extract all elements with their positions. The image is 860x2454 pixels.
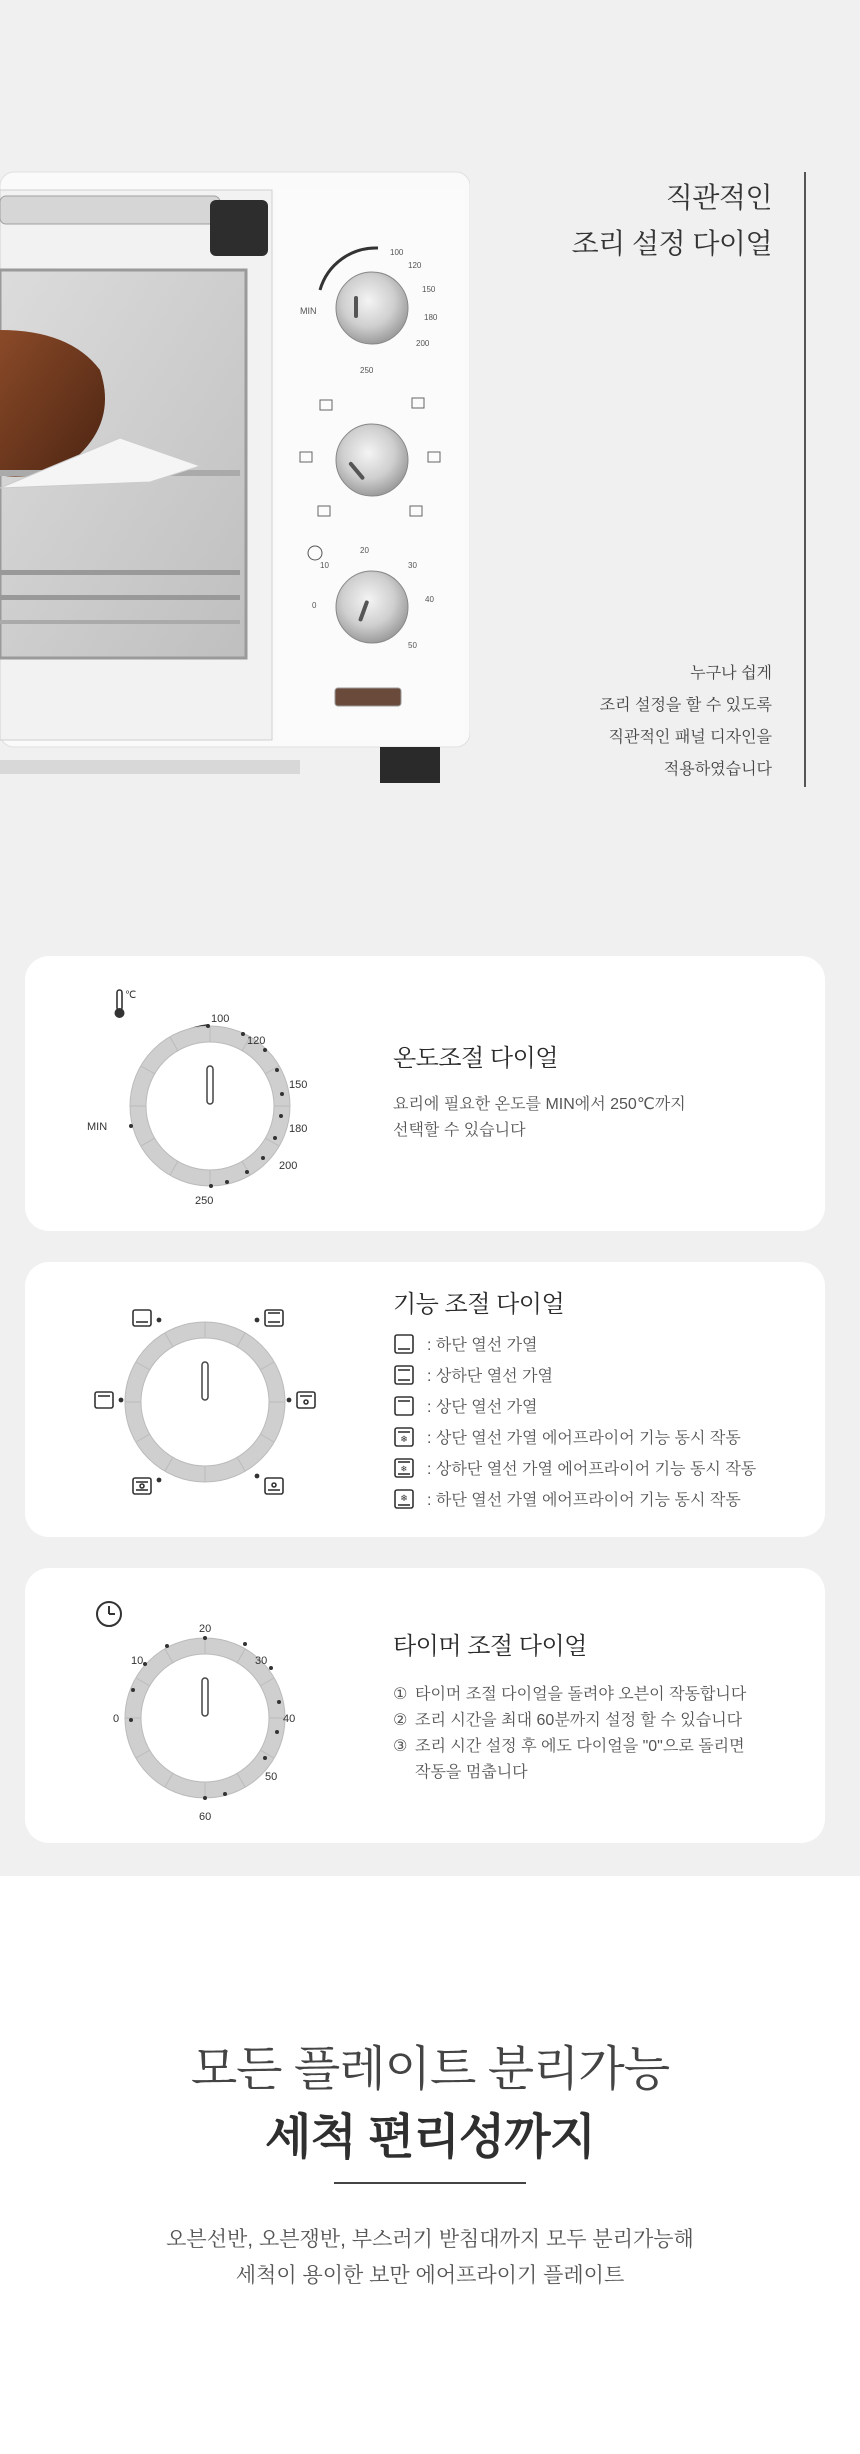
svg-text:60: 60: [199, 1811, 212, 1823]
svg-text:150: 150: [289, 1079, 308, 1091]
svg-text:10: 10: [320, 561, 329, 570]
svg-text:30: 30: [255, 1655, 268, 1667]
svg-text:250: 250: [360, 366, 374, 375]
svg-text:0: 0: [113, 1713, 120, 1725]
function-mode-label: : 하단 열선 가열 에어프라이어 기능 동시 작동: [427, 1492, 741, 1509]
top-heater-fan-icon: [393, 1426, 415, 1448]
bottom-desc-line: 세척이 용이한 보만 에어프라이기 플레이트: [235, 2264, 625, 2287]
function-dial-card: [25, 1262, 825, 1537]
svg-text:❄: ❄: [400, 1464, 408, 1473]
hero-title-line2: 조리 설정 다이얼: [571, 228, 772, 259]
hero-desc-line: 누구나 쉽게: [690, 665, 772, 682]
function-mode-label: : 상하단 열선 가열: [427, 1368, 553, 1385]
svg-text:MIN: MIN: [87, 1121, 108, 1133]
hero-desc-line: 조리 설정을 할 수 있도록: [599, 697, 772, 714]
hero-divider-line: [804, 172, 806, 787]
temperature-dial-diagram: [75, 986, 335, 1211]
svg-text:40: 40: [425, 595, 434, 604]
list-item: [393, 1682, 746, 1708]
list-item: [393, 1359, 756, 1390]
timer-dial-card: [25, 1568, 825, 1843]
bottom-title-line1: 모든 플레이트 분리가능: [190, 2043, 670, 2096]
svg-text:120: 120: [247, 1035, 266, 1047]
list-item: [393, 1421, 756, 1452]
list-item: [393, 1452, 756, 1483]
svg-text:❄: ❄: [400, 1434, 408, 1445]
function-card-title: 기능 조절 다이얼: [393, 1291, 565, 1318]
hero-description: [600, 658, 772, 786]
svg-text:30: 30: [408, 561, 417, 570]
svg-text:120: 120: [408, 261, 422, 270]
timer-instruction-text: 조리 시간 설정 후 에도 다이얼을 "0"으로 돌리면: [415, 1738, 745, 1755]
svg-text:0: 0: [312, 601, 317, 610]
list-number: ①: [393, 1686, 408, 1703]
svg-text:250: 250: [195, 1195, 214, 1207]
list-item: [393, 1734, 746, 1760]
list-item: [393, 1760, 746, 1786]
svg-text:20: 20: [360, 546, 369, 555]
clock-icon: [97, 1602, 121, 1626]
timer-instruction-text: 타이머 조절 다이얼을 돌려야 오븐이 작동합니다: [415, 1686, 747, 1703]
svg-text:180: 180: [424, 313, 438, 322]
hero-desc-line: 직관적인 패널 디자인을: [608, 729, 772, 746]
hero-desc-line: 적용하였습니다: [663, 761, 772, 778]
timer-instruction-text: 작동을 멈춥니다: [415, 1764, 528, 1781]
top-heater-icon: [393, 1395, 415, 1417]
hero-title: [572, 175, 772, 267]
function-dial-diagram: [75, 1292, 335, 1517]
function-mode-label: : 상단 열선 가열 에어프라이어 기능 동시 작동: [427, 1430, 741, 1447]
svg-text:MIN: MIN: [300, 306, 317, 316]
timer-instruction-list: [393, 1682, 746, 1786]
svg-text:150: 150: [422, 285, 436, 294]
svg-text:❄: ❄: [400, 1493, 408, 1504]
svg-text:40: 40: [283, 1713, 296, 1725]
list-item: [393, 1328, 756, 1359]
list-item: [393, 1708, 746, 1734]
bottom-divider-line: [334, 2182, 526, 2184]
svg-text:100: 100: [211, 1013, 230, 1025]
bottom-description: [0, 2222, 860, 2294]
temperature-desc-line: 요리에 필요한 온도를 MIN에서 250℃까지: [393, 1096, 686, 1113]
bottom-desc-line: 오븐선반, 오븐쟁반, 부스러기 받침대까지 모두 분리가능해: [166, 2228, 694, 2251]
list-item: [393, 1483, 756, 1514]
bottom-heater-icon: [393, 1333, 415, 1355]
list-number: ③: [393, 1738, 408, 1755]
svg-text:200: 200: [416, 339, 430, 348]
function-mode-list: [393, 1328, 756, 1514]
svg-text:200: 200: [279, 1160, 298, 1172]
list-item: [393, 1390, 756, 1421]
function-mode-label: : 하단 열선 가열: [427, 1337, 538, 1354]
svg-text:50: 50: [408, 641, 417, 650]
function-mode-label: : 상하단 열선 가열 에어프라이어 기능 동시 작동: [427, 1461, 757, 1478]
thermometer-icon: [115, 990, 125, 1018]
svg-text:20: 20: [199, 1623, 212, 1635]
temperature-card-title: 온도조절 다이얼: [393, 1045, 558, 1072]
bottom-heater-fan-icon: [393, 1488, 415, 1510]
hero-title-line1: 직관적인: [665, 182, 772, 213]
list-number: ②: [393, 1712, 408, 1729]
svg-text:10: 10: [131, 1655, 144, 1667]
svg-text:100: 100: [390, 248, 404, 257]
oven-illustration: [0, 170, 470, 790]
timer-dial-diagram: [75, 1598, 335, 1823]
hero-section: [0, 0, 860, 900]
timer-instruction-text: 조리 시간을 최대 60분까지 설정 할 수 있습니다: [415, 1712, 743, 1729]
top-bottom-heater-fan-icon: [393, 1457, 415, 1479]
timer-card-title: 타이머 조절 다이얼: [393, 1633, 587, 1660]
top-bottom-heater-icon: [393, 1364, 415, 1386]
svg-text:50: 50: [265, 1771, 278, 1783]
function-mode-label: : 상단 열선 가열: [427, 1399, 538, 1416]
temperature-desc-line: 선택할 수 있습니다: [393, 1122, 526, 1139]
temperature-card-desc: [393, 1092, 686, 1144]
svg-text:180: 180: [289, 1123, 308, 1135]
bottom-title-line2: 세척 편리성까지: [265, 2111, 595, 2164]
svg-text:℃: ℃: [125, 990, 137, 1001]
temperature-dial-card: [25, 956, 825, 1231]
